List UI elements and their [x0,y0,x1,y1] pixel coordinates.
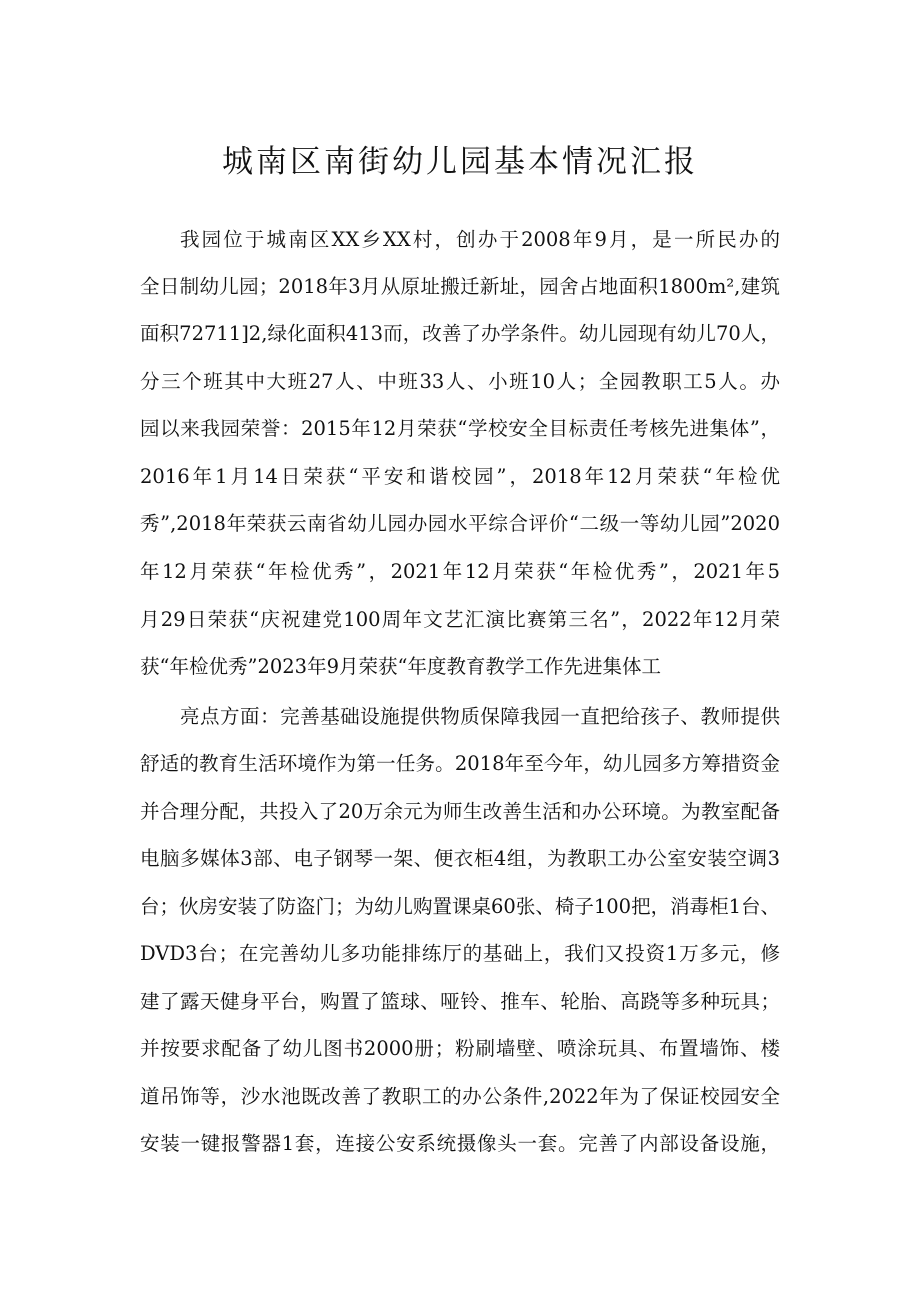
text-line: 亮点方面：完善基础设施提供物质保障我园一直把给孩子、教师提供 [180,705,780,728]
text-line: 分三个班其中大班27人、中班33人、小班10人；全园教职工5人。办 [140,370,780,393]
text-line: 面积72711]2,绿化面积413而，改善了办学条件。幼儿园现有幼儿70人， [140,322,780,345]
text-line: 园以来我园荣誉：2015年12月荣获“学校安全目标责任考核先进集体”， [140,417,780,440]
text-line: 舒适的教育生活环境作为第一任务。2018年至今年，幼儿园多方筹措资金 [140,752,780,775]
text-line: 电脑多媒体3部、电子钢琴一架、便衣柜4组，为教职工办公室安装空调3 [140,847,780,870]
text-line: DVD3台；在完善幼儿多功能排练厅的基础上，我们又投资1万多元，修 [140,942,780,965]
document-title: 城南区南街幼儿园基本情况汇报 [222,144,698,180]
text-line: 台；伙房安装了防盗门；为幼儿购置课桌60张、椅子100把，消毒柜1台、 [140,895,780,918]
text-line: 获“年检优秀”2023年9月荣获“年度教育教学工作先进集体工 [140,655,661,678]
text-line: 建了露天健身平台，购置了篮球、哑铃、推车、轮胎、高跷等多种玩具； [140,990,780,1013]
text-line: 年12月荣获“年检优秀”，2021年12月荣获“年检优秀”，2021年5 [140,560,780,583]
text-line: 全日制幼儿园；2018年3月从原址搬迁新址，园舍占地面积1800m²,建筑 [140,275,780,298]
text-line: 2016年1月14日荣获“平安和谐校园”，2018年12月荣获“年检优 [140,465,780,488]
text-line: 安装一键报警器1套，连接公安系统摄像头一套。完善了内部设备设施， [140,1132,780,1155]
text-line: 道吊饰等，沙水池既改善了教职工的办公条件,2022年为了保证校园安全 [140,1085,780,1108]
text-line: 并合理分配，共投入了20万余元为师生改善生活和办公环境。为教室配备 [140,800,780,823]
text-line: 并按要求配备了幼儿图书2000册；粉刷墙壁、喷涂玩具、布置墙饰、楼 [140,1037,780,1060]
text-line: 秀”,2018年荣获云南省幼儿园办园水平综合评价“二级一等幼儿园”2020 [140,512,780,535]
text-line: 月29日荣获“庆祝建党100周年文艺汇演比赛第三名”，2022年12月荣 [140,608,780,631]
text-line: 我园位于城南区XX乡XX村，创办于2008年9月，是一所民办的 [180,228,780,251]
